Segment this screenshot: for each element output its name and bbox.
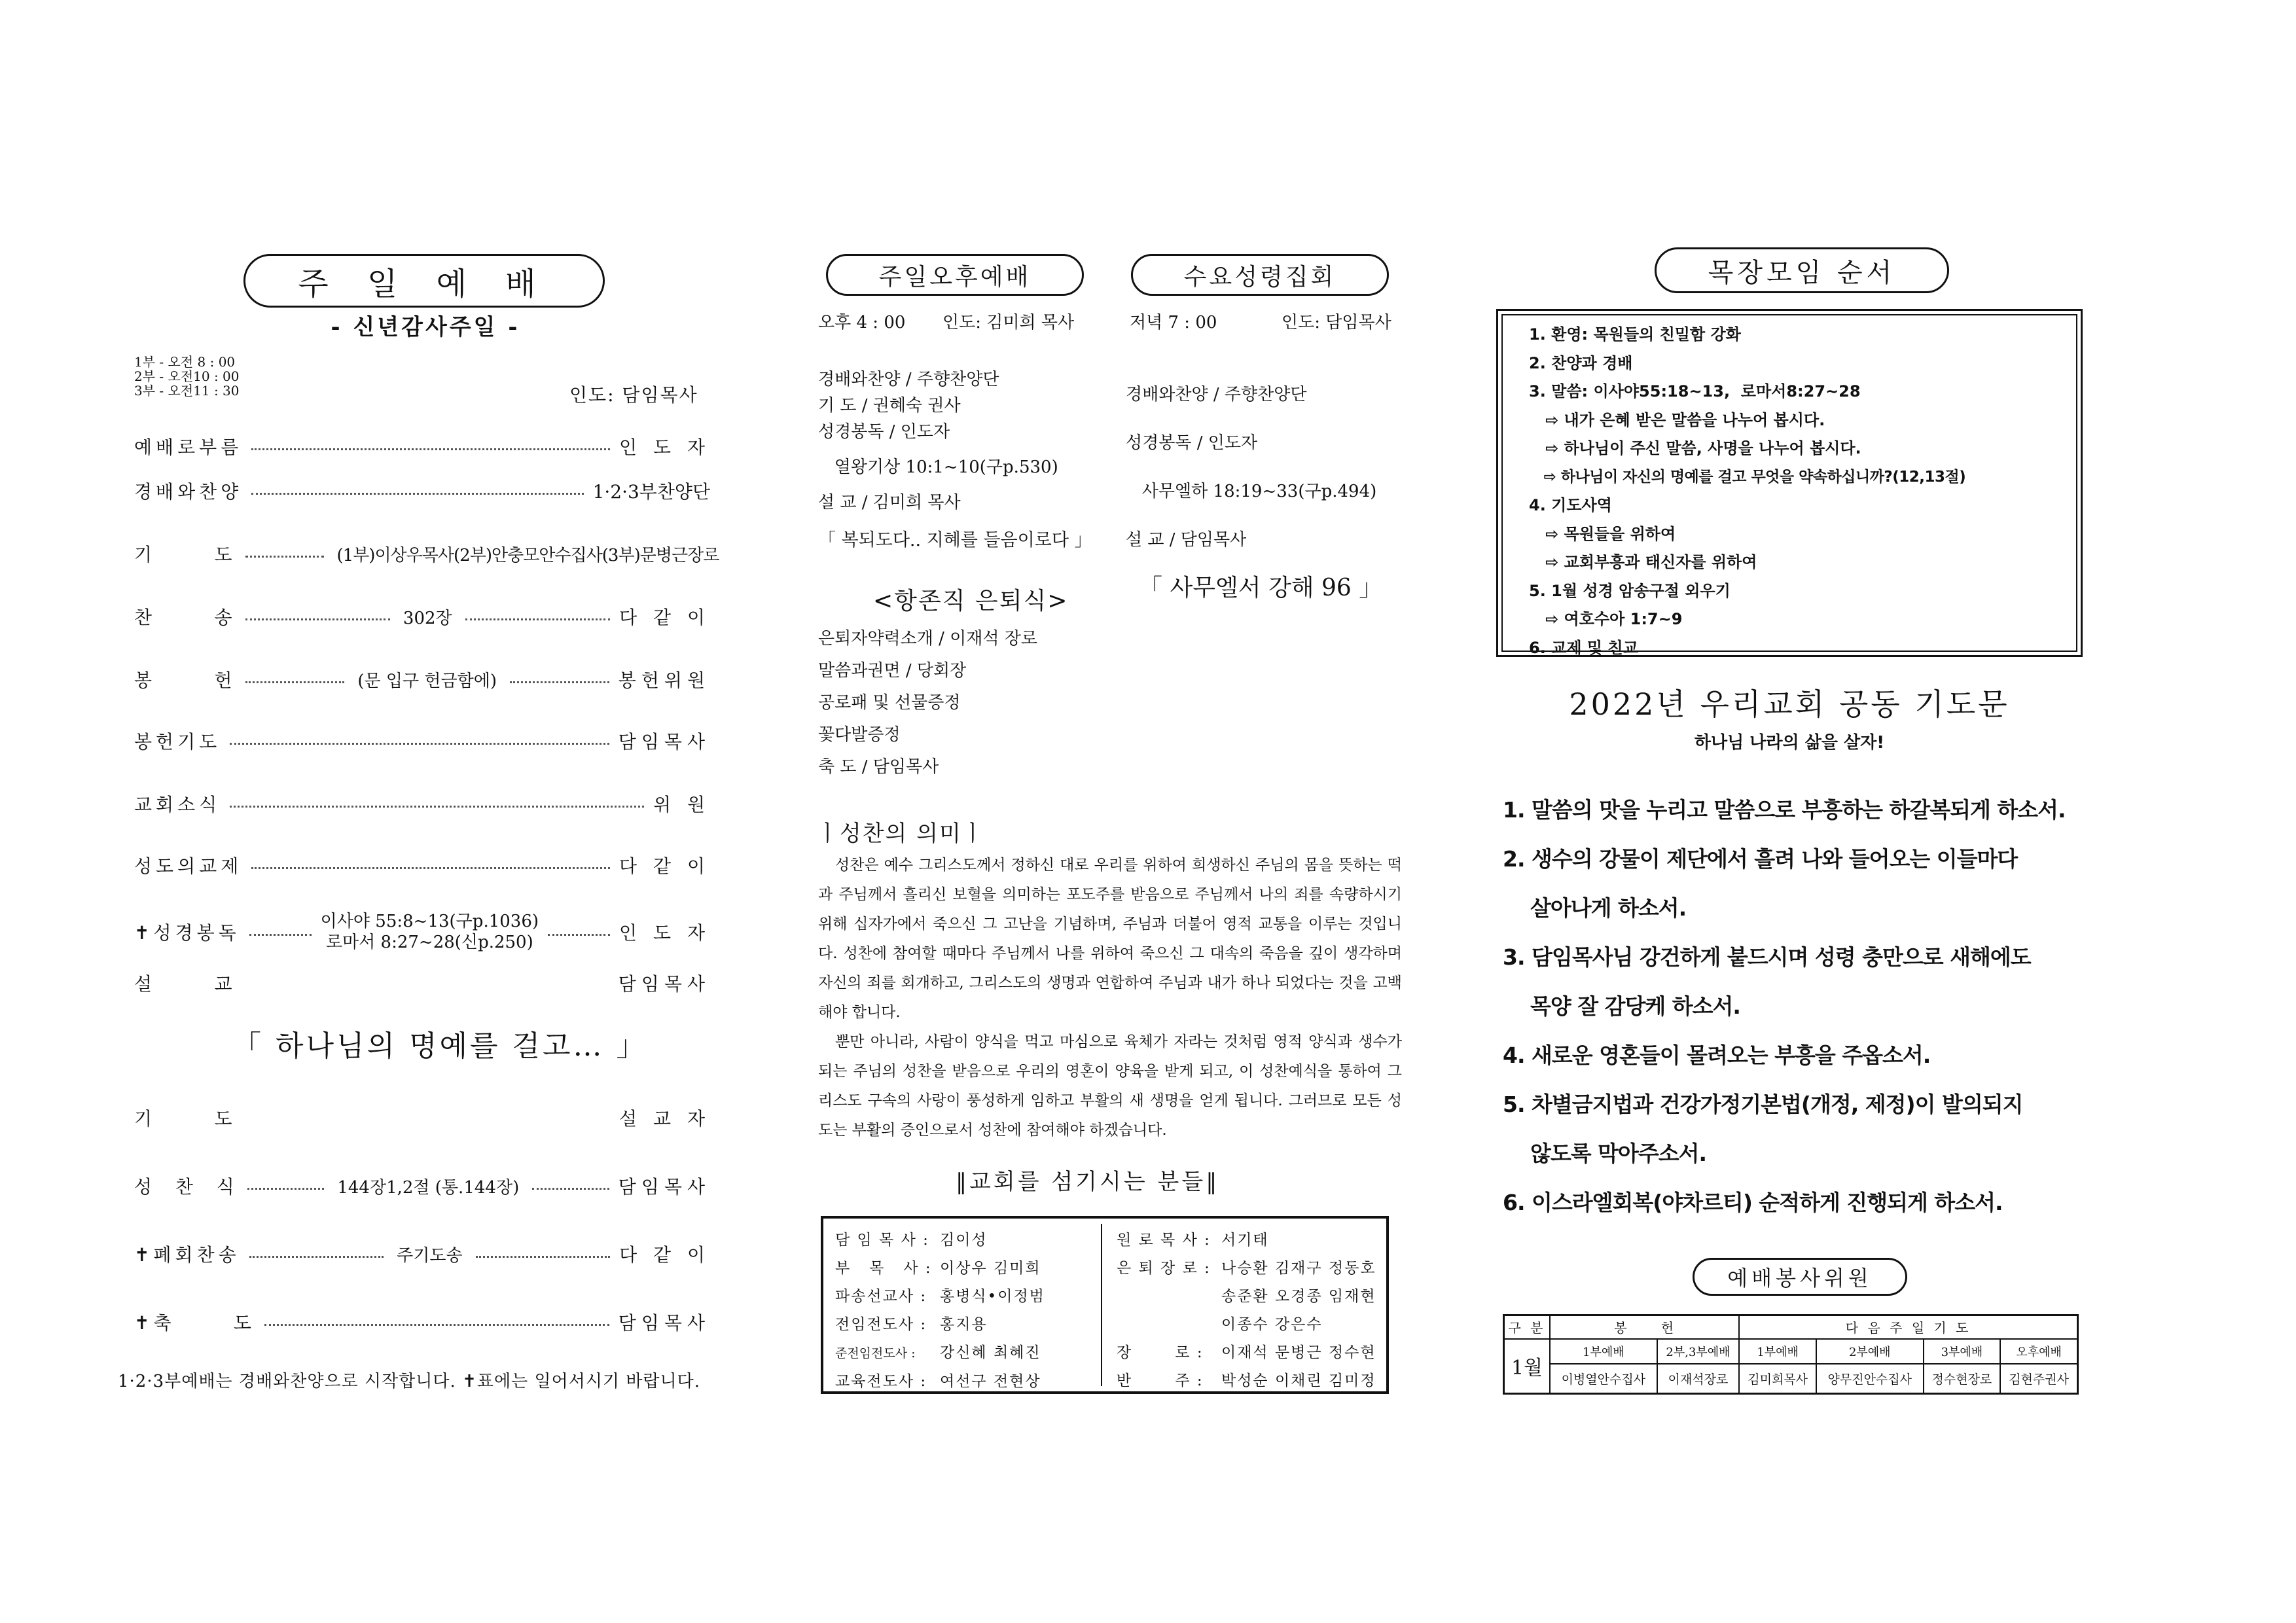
order-label: 봉 헌 <box>134 669 236 691</box>
leader-dots <box>465 618 610 620</box>
wednesday-line: 성경봉독 / 인도자 <box>1126 433 1258 453</box>
table-header: 봉 헌 <box>1550 1315 1739 1339</box>
order-label: 성 찬 식 <box>134 1176 238 1198</box>
wednesday-line: 설 교 / 담임목사 <box>1126 530 1247 550</box>
order-row <box>134 433 710 459</box>
cell-line: ⇨ 여호수아 1:7~9 <box>1529 610 1683 628</box>
staff-names: 이종수 강은수 <box>1221 1316 1323 1333</box>
leader-dots <box>532 1188 609 1190</box>
order-row <box>134 1241 710 1267</box>
order-label: 찬 송 <box>134 607 236 628</box>
order-label: 성도의교제 <box>134 855 243 877</box>
prayer-line: 2. 생수의 강물이 제단에서 흘려 나와 들어오는 이들마다 <box>1503 846 2018 872</box>
afternoon-order <box>818 366 1092 554</box>
order-label: ✝성경봉독 <box>134 922 240 944</box>
order-row <box>134 852 710 878</box>
staff-role: 교육전도사 : <box>835 1373 927 1390</box>
wednesday-title-pill <box>1131 254 1389 296</box>
afternoon-line: 경배와찬양 / 주향찬양단 <box>818 370 999 389</box>
afternoon-time: 오후 4 : 00 <box>818 313 906 332</box>
table-cell: 이재석장로 <box>1657 1364 1740 1394</box>
staff-row <box>1117 1367 1376 1395</box>
prayer-subtitle: 하나님 나라의 삶을 살자! <box>1694 733 1885 753</box>
order-mid: (문 입구 헌금함에) <box>353 668 501 692</box>
cell-line: 3. 말씀: 이사야55:18~13, 로마서8:27~28 <box>1529 382 1861 401</box>
wednesday-order <box>1126 381 1382 602</box>
staff-role: 담 임 목 사 : <box>835 1232 929 1249</box>
prayer-line: 목양 잘 감당케 하소서. <box>1503 993 1740 1019</box>
month-cell: 1월 <box>1504 1339 1551 1394</box>
leader-dots <box>249 934 312 936</box>
staff-right <box>1117 1226 1376 1395</box>
staff-row <box>835 1226 1045 1255</box>
staff-names: 김이성 <box>940 1232 988 1249</box>
prayer-line: 1. 말씀의 맛을 누리고 말씀으로 부흥하는 하갈복되게 하소서. <box>1503 797 2066 823</box>
leader-dots <box>247 1188 325 1190</box>
cell-line: 4. 기도사역 <box>1529 496 1612 514</box>
order-right: 다 같 이 <box>619 607 711 628</box>
service-leader: 인도: 담임목사 <box>569 384 698 406</box>
staff-names: 이재석 문병근 정수현 <box>1221 1344 1376 1361</box>
order-label: 경배와찬양 <box>134 481 243 503</box>
retirement-line: 축 도 / 담임목사 <box>818 757 939 777</box>
staff-row <box>835 1339 1045 1368</box>
communion-title: ㅣ성찬의 의미ㅣ <box>817 821 985 847</box>
order-label: ✝폐회찬송 <box>134 1244 240 1266</box>
staff-names: 송준환 오경종 임재현 <box>1221 1288 1376 1305</box>
service-time-3: 3부 - 오전11 : 30 <box>134 383 240 399</box>
staff-row <box>1117 1283 1376 1311</box>
staff-names: 강신혜 최혜진 <box>940 1344 1041 1361</box>
leader-dots <box>249 1256 384 1258</box>
prayer-line: 4. 새로운 영혼들이 몰려오는 부흥을 주옵소서. <box>1503 1043 1931 1068</box>
staff-names: 이상우 김미희 <box>940 1260 1041 1277</box>
retirement-line: 말씀과권면 / 당회장 <box>818 661 967 681</box>
leader-dots <box>251 448 610 450</box>
retirement-title: <항존직 은퇴식> <box>873 588 1069 615</box>
wednesday-time: 저녁 7 : 00 <box>1130 313 1217 332</box>
staff-box <box>821 1216 1389 1394</box>
wednesday-line: 경배와찬양 / 주향찬양단 <box>1126 385 1307 404</box>
cell-meeting-title: 목장모임 순서 <box>1708 257 1896 288</box>
table-cell: 김현주권사 <box>2000 1364 2077 1394</box>
service-subtitle: - 신년감사주일 - <box>331 314 520 340</box>
leader-dots <box>230 743 609 745</box>
retirement-line: 꽃다발증정 <box>818 725 901 745</box>
staff-names: 홍지용 <box>940 1316 988 1333</box>
scripture-1: 이사야 55:8~13(구p.1036) <box>320 912 539 931</box>
order-row <box>134 1309 710 1335</box>
table-cell: 양무진안수집사 <box>1816 1364 1924 1394</box>
communion-para-2: 뿐만 아니라, 사람이 양식을 먹고 마심으로 육체가 자라는 것처럼 영적 양식과 생수가 되는 주님의 성찬을 받음으로 우리의 영혼이 양육을 받게 되고, 이 성찬예식을 통하여 그리스도 구속의 사랑이 풍성하게 임하고 부활의 새 생명을 얻게 됩니다. 그러므로 모든 성도는 부활의 증인으로서 성찬에 참여해야 하겠습니다. <box>818 1033 1402 1139</box>
afternoon-leader: 인도: 김미희 목사 <box>942 313 1075 332</box>
prayer-list <box>1503 785 2066 1227</box>
order-right: 담임목사 <box>618 1312 710 1334</box>
staff-role: 부 목 사 : <box>835 1260 932 1277</box>
order-row <box>134 541 717 567</box>
prayer-line: 살아나게 하소서. <box>1503 895 1687 921</box>
order-row <box>134 970 710 996</box>
table-cell: 이병열안수집사 <box>1550 1364 1657 1394</box>
staff-divider <box>1101 1224 1102 1386</box>
staff-row <box>835 1368 1045 1396</box>
table-subheader: 1부예배 <box>1739 1339 1816 1364</box>
cell-meeting-box <box>1496 309 2083 657</box>
leader-dots <box>245 556 324 558</box>
retirement-line: 은퇴자약력소개 / 이재석 장로 <box>818 629 1037 649</box>
table-cell: 김미희목사 <box>1739 1364 1816 1394</box>
leader-dots <box>264 1324 609 1326</box>
order-mid: 144장1,2절 (통.144장) <box>333 1174 523 1198</box>
order-right: 설 교 자 <box>619 1108 710 1130</box>
service-time-1: 1부 - 오전 8 : 00 <box>134 354 236 370</box>
prayer-title: 2022년 우리교회 공동 기도문 <box>1569 687 2010 722</box>
cell-line: ⇨ 하나님이 자신의 명예를 걸고 무엇을 약속하십니까?(12,13절) <box>1529 468 1966 486</box>
table-subheader: 3부예배 <box>1924 1339 2001 1364</box>
order-label: 기 도 <box>134 1108 236 1130</box>
service-committee-title-pill <box>1693 1258 1907 1296</box>
sunday-service-title: 주 일 예 배 <box>298 265 550 302</box>
afternoon-line: 설 교 / 김미희 목사 <box>818 493 961 512</box>
staff-names: 나승환 김재구 정동호 <box>1221 1260 1376 1277</box>
staff-row <box>1117 1311 1376 1339</box>
communion-text <box>818 851 1402 1145</box>
scripture-2: 로마서 8:27~28(신p.250) <box>325 933 533 952</box>
prayer-line: 5. 차별금지법과 건강가정기본법(개정, 제정)이 발의되지 <box>1503 1092 2023 1117</box>
order-right: 인 도 자 <box>619 922 710 944</box>
order-right: 봉헌위원 <box>618 669 710 691</box>
order-right: 1·2·3부찬양단 <box>592 481 710 503</box>
staff-title: ‖교회를 섬기시는 분들‖ <box>956 1169 1220 1195</box>
order-row <box>134 603 710 630</box>
leader-dots <box>245 618 390 620</box>
order-mid: 302장 <box>399 605 456 629</box>
staff-row <box>1117 1226 1376 1255</box>
order-right: 담임목사 <box>618 973 710 995</box>
footnote: 1·2·3부예배는 경배와찬양으로 시작합니다. ✝표에는 일어서시기 바랍니다. <box>118 1372 701 1391</box>
cell-line: ⇨ 목원들을 위하여 <box>1529 524 1676 543</box>
table-header: 다 음 주 일 기 도 <box>1739 1315 2077 1339</box>
afternoon-line: 기 도 / 권혜숙 권사 <box>818 396 961 416</box>
order-label: 예배로부름 <box>134 437 243 458</box>
leader-dots <box>476 1256 610 1258</box>
order-label: ✝축 도 <box>134 1312 255 1334</box>
prayer-line: 6. 이스라엘회복(야차르티) 순적하게 진행되게 하소서. <box>1503 1190 2003 1215</box>
staff-role: 원 로 목 사 : <box>1117 1232 1211 1249</box>
staff-role: 반 주 : <box>1117 1372 1204 1389</box>
cell-line: 2. 찬양과 경배 <box>1529 353 1633 372</box>
order-mid: 주기도송 <box>393 1242 466 1266</box>
service-time-2: 2부 - 오전10 : 00 <box>134 368 240 384</box>
staff-row <box>835 1311 1045 1339</box>
sunday-service-title-pill <box>243 254 605 308</box>
cell-line: 1. 환영: 목원들의 친밀함 강화 <box>1529 325 1741 344</box>
prayer-line: 않도록 막아주소서. <box>1503 1141 1707 1166</box>
sermon-title: 「 하나님의 명예를 걸고… 」 <box>232 1029 648 1063</box>
leader-dots <box>245 681 345 683</box>
wednesday-line: 사무엘하 18:19~33(구p.494) <box>1126 482 1377 501</box>
order-mid: (1부)이상우목사(2부)안충모안수집사(3부)문병근장로 <box>333 542 723 566</box>
leader-dots <box>548 934 610 936</box>
service-committee-table <box>1503 1314 2079 1395</box>
order-label: 설 교 <box>134 973 236 995</box>
order-row <box>134 666 710 692</box>
order-right: 다 같 이 <box>619 855 710 877</box>
staff-role: 장 로 : <box>1117 1344 1204 1361</box>
service-committee-title: 예배봉사위원 <box>1727 1266 1873 1291</box>
wednesday-sermon: 「 사무엘서 강해 96 」 <box>1139 575 1383 601</box>
leader-dots <box>251 493 583 495</box>
table-header: 구 분 <box>1504 1315 1551 1339</box>
order-right: 다 같 이 <box>619 1244 711 1266</box>
order-right: 담임목사 <box>618 1176 710 1198</box>
service-times <box>134 355 240 398</box>
staff-names: 여선구 전현상 <box>940 1373 1041 1390</box>
afternoon-line: 성경봉독 / 인도자 <box>818 422 950 442</box>
retirement-order <box>818 623 1037 783</box>
retirement-line: 공로패 및 선물증정 <box>818 693 961 713</box>
afternoon-title: 주일오후예배 <box>878 263 1031 291</box>
leader-dots <box>251 867 610 869</box>
order-label: 기 도 <box>134 544 236 565</box>
cell-line: 6. 교제 및 친교 <box>1529 638 1638 657</box>
order-right: 담임목사 <box>618 731 710 753</box>
order-row <box>134 478 710 504</box>
prayer-line: 3. 담임목사님 강건하게 붙드시며 성령 충만으로 새해에도 <box>1503 944 2031 970</box>
cell-line: ⇨ 하나님이 주신 말씀, 사명을 나누어 봅시다. <box>1529 439 1861 457</box>
table-cell: 정수현장로 <box>1924 1364 2001 1394</box>
staff-names: 서기태 <box>1221 1232 1269 1249</box>
cell-meeting-title-pill <box>1655 247 1949 293</box>
cell-meeting-inner <box>1501 314 2077 657</box>
communion-para-1: 성찬은 예수 그리스도께서 정하신 대로 우리를 위하여 희생하신 주님의 몸을 뜻하는 떡과 주님께서 흘리신 보혈을 의미하는 포도주를 받음으로 주님께서 나의 죄를 속량하시기 위해 십자가에서 죽으신 그 고난을 기념하며, 주님과 더불어 영적 교통을 이루는 것입니다. 성찬에 참여할 때마다 주님께서 나를 위하여 죽으신 그 대속의 죽음을 깊이 생각하며 자신의 죄를 회개하고, 그리스도의 생명과 연합하여 주님과 내가 하나 되었다는 것을 고백해야 합니다. <box>818 857 1402 1021</box>
staff-row <box>835 1255 1045 1283</box>
staff-names: 박성순 이채린 김미정 <box>1221 1372 1376 1389</box>
order-row <box>134 791 710 817</box>
order-row <box>134 1173 710 1199</box>
order-label: 교회소식 <box>134 794 221 815</box>
cell-line: ⇨ 내가 은혜 받은 말씀을 나누어 봅시다. <box>1529 410 1825 429</box>
staff-row <box>1117 1339 1376 1367</box>
scripture-block <box>321 911 539 953</box>
staff-role: 전임전도사 : <box>835 1316 927 1333</box>
order-right: 인 도 자 <box>619 437 710 458</box>
leader-dots <box>510 681 609 683</box>
order-row <box>134 1105 710 1131</box>
afternoon-title-pill <box>826 254 1084 296</box>
staff-names: 홍병식•이정범 <box>940 1288 1045 1305</box>
cell-line: ⇨ 교회부흥과 태신자를 위하여 <box>1529 553 1757 571</box>
staff-role: 은 퇴 장 로 : <box>1117 1260 1211 1277</box>
order-row <box>134 728 710 754</box>
staff-left <box>835 1226 1045 1396</box>
staff-row <box>835 1283 1045 1311</box>
wednesday-leader: 인도: 담임목사 <box>1282 313 1391 332</box>
table-subheader: 2부예배 <box>1816 1339 1924 1364</box>
order-right: 위 원 <box>653 794 710 815</box>
table-subheader: 1부예배 <box>1550 1339 1657 1364</box>
table-subheader: 2부,3부예배 <box>1657 1339 1740 1364</box>
order-label: 봉헌기도 <box>134 731 221 753</box>
leader-dots <box>230 806 644 808</box>
table-subheader: 오후예배 <box>2000 1339 2077 1364</box>
afternoon-sermon: 「 복되도다.. 지혜를 들음이로다 」 <box>818 530 1092 550</box>
staff-role: 준전임전도사 : <box>835 1346 916 1361</box>
staff-role: 파송선교사 : <box>835 1288 927 1305</box>
wednesday-title: 수요성령집회 <box>1183 263 1336 291</box>
cell-line: 5. 1월 성경 암송구절 외우기 <box>1529 581 1731 600</box>
afternoon-line: 열왕기상 10:1~10(구p.530) <box>818 457 1058 477</box>
staff-row <box>1117 1255 1376 1283</box>
order-row <box>134 911 710 953</box>
